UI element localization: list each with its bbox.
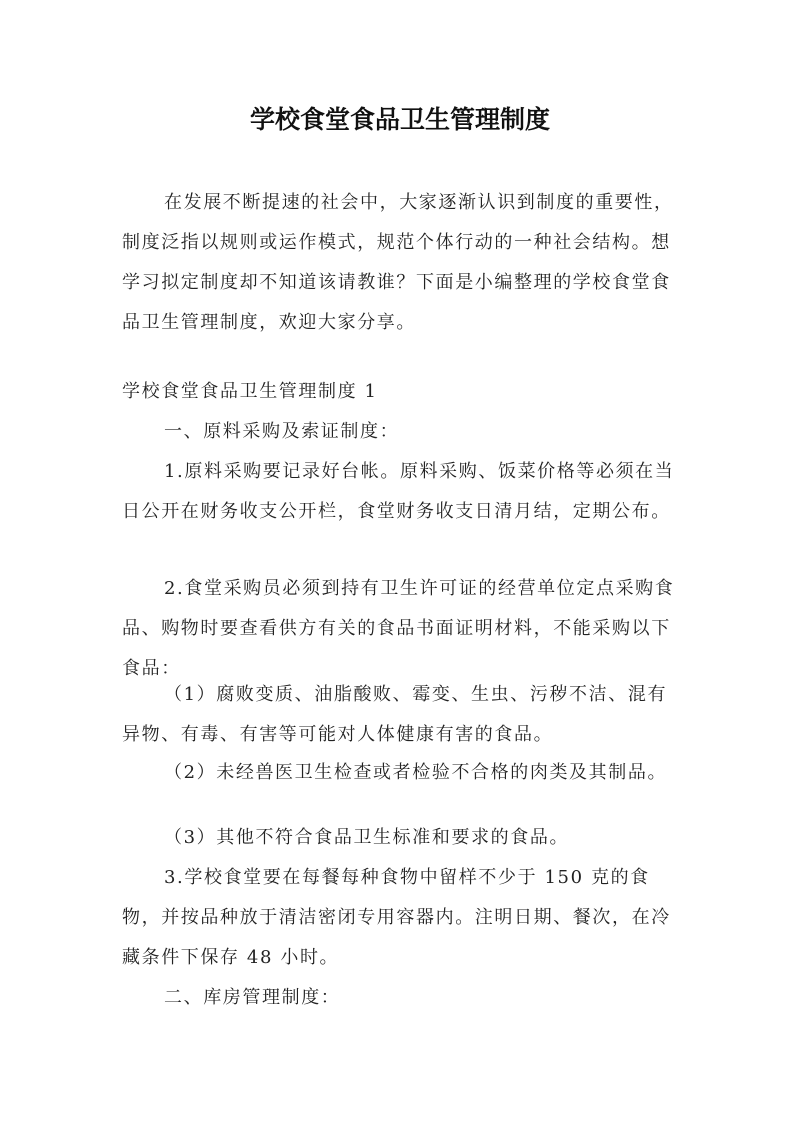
part1-heading: 一、原料采购及索证制度： [164, 421, 400, 442]
document-title: 学校食堂食品卫生管理制度 [249, 105, 550, 134]
item-3-paragraph: 3.学校食堂要在每餐每种食物中留样不少于 150 克的食物，并按品种放于清洁密闭专用容器内。注明日期、餐次，在冷藏条件下保存 48 小时。 [122, 867, 671, 968]
sub-item-1-paragraph: （1）腐败变质、油脂酸败、霉变、生虫、污秽不洁、混有异物、有毒、有害等可能对人体健康有害的食品。 [122, 684, 668, 745]
section-heading: 学校食堂食品卫生管理制度 1 [122, 381, 378, 402]
item-1-paragraph: 1.原料采购要记录好台帐。原料采购、饭菜价格等必须在当日公开在财务收支公开栏，食堂财务收支日清月结，定期公布。 [122, 461, 675, 522]
sub-item-3-paragraph: （3）其他不符合食品卫生标准和要求的食品。 [164, 827, 570, 848]
part2-heading: 二、库房管理制度： [164, 987, 341, 1008]
item-2-paragraph: 2.食堂采购员必须到持有卫生许可证的经营单位定点采购食品、购物时要查看供方有关的食品书面证明材料，不能采购以下食品： [122, 578, 675, 679]
sub-item-2-paragraph: （2）未经兽医卫生检查或者检验不合格的肉类及其制品。 [164, 762, 668, 783]
intro-paragraph: 在发展不断提速的社会中，大家逐渐认识到制度的重要性，制度泛指以规则或运作模式，规范个体行动的一种社会结构。想学习拟定制度却不知道该请教谁？下面是小编整理的学校食堂食品卫生管理制度，欢迎大家分享。 [122, 192, 674, 333]
